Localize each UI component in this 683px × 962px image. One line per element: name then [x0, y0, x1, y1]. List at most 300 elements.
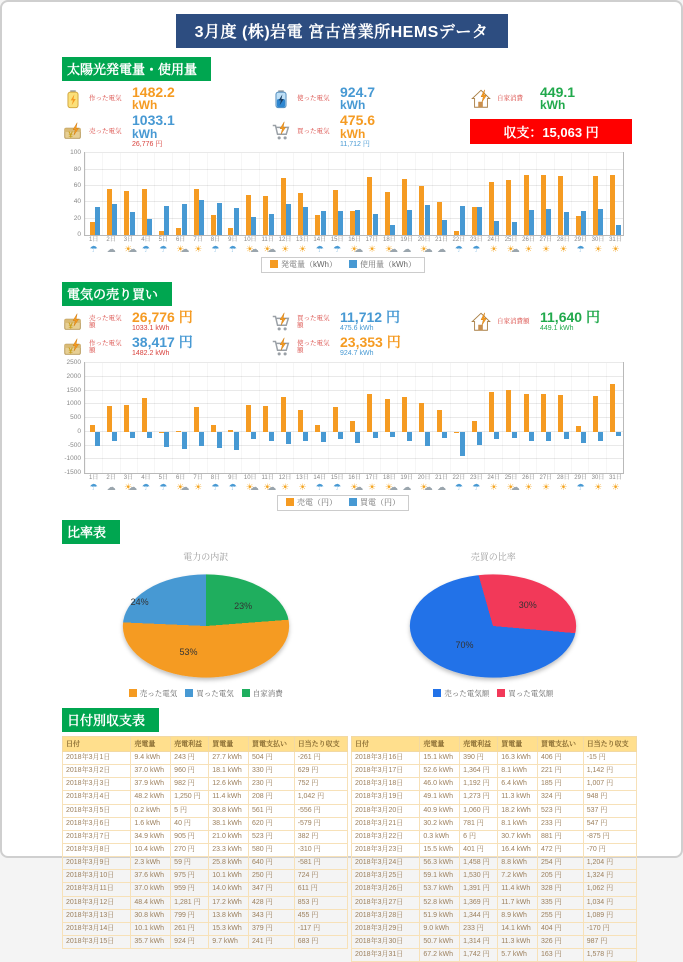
table-cell: 18.1 kWh: [209, 765, 249, 778]
bar-group-10日: [241, 363, 258, 473]
legend-item: 売電（円）: [286, 497, 337, 508]
bar-発電量（kWh）: [228, 228, 233, 235]
table-cell: 11.7 kWh: [498, 896, 538, 909]
table-row: [63, 922, 348, 935]
trade-stats-grid: [62, 311, 632, 358]
table-cell: 472 円: [538, 844, 584, 857]
pie-legend-item: 売った電気: [129, 688, 178, 699]
bar-発電量（kWh）: [159, 231, 164, 235]
table-cell: 982 円: [171, 778, 209, 791]
table-cell: 328 円: [538, 883, 584, 896]
bar-発電量（kWh）: [176, 228, 181, 235]
rain-weather-icon: ☂: [450, 483, 467, 493]
table-cell: 230 円: [249, 778, 295, 791]
stat-value-wrap: [340, 86, 375, 111]
table-cell: 2018年3月27日: [352, 896, 420, 909]
table-cell: 2018年3月30日: [352, 936, 420, 949]
stat-売った電気: [62, 114, 270, 148]
bar-group-18日: [380, 363, 397, 473]
table-cell: 52.6 kWh: [420, 765, 460, 778]
table-cell: 1,391 円: [460, 883, 498, 896]
partly-weather-icon: ☀☁: [259, 483, 276, 493]
bar-売電（円）: [142, 398, 147, 432]
table-row: [352, 922, 637, 935]
weather-row: [85, 483, 624, 493]
bar-group-6日: [172, 363, 189, 473]
stat-value-wrap: [540, 311, 600, 333]
bar-売電（円）: [593, 396, 598, 432]
table-row: [352, 804, 637, 817]
bar-買電（円）: [182, 432, 187, 449]
bar-発電量（kWh）: [333, 190, 338, 235]
table-cell: 56.3 kWh: [420, 857, 460, 870]
bar-売電（円）: [211, 425, 216, 432]
table-cell: 1,007 円: [583, 778, 636, 791]
bar-使用量（kWh）: [303, 207, 308, 235]
bar-group-5日: [154, 153, 171, 235]
cloud-weather-icon: ☁: [398, 483, 415, 493]
table-cell: 2018年3月1日: [63, 752, 131, 765]
table-cell: 523 円: [249, 830, 295, 843]
bar-発電量（kWh）: [263, 196, 268, 235]
table-cell: 9.4 kWh: [131, 752, 171, 765]
bar-売電（円）: [506, 390, 511, 432]
stat-value: 11,640 円: [540, 311, 600, 324]
pie-legend-item: 自家消費: [242, 688, 283, 699]
bar-group-28日: [554, 153, 571, 235]
bar-group-4日: [137, 153, 154, 235]
column-header-買電量: 買電量: [498, 737, 538, 752]
table-row: [63, 909, 348, 922]
table-cell: -875 円: [583, 830, 636, 843]
bar-売電（円）: [350, 421, 355, 432]
bar-group-13日: [293, 153, 310, 235]
bar-group-19日: [397, 363, 414, 473]
bar-group-14日: [311, 153, 328, 235]
table-cell: 853 円: [294, 896, 347, 909]
chart-legend: [277, 495, 409, 511]
table-cell: 27.7 kWh: [209, 752, 249, 765]
pie-slice-label: 53%: [179, 647, 197, 657]
partly-weather-icon: ☀☁: [259, 245, 276, 255]
partly-weather-icon: ☀☁: [242, 245, 259, 255]
table-cell: 250 円: [249, 870, 295, 883]
bar-売電（円）: [402, 397, 407, 432]
section-header-ratio: 比率表: [62, 520, 120, 544]
table-row: [352, 844, 637, 857]
bar-売電（円）: [385, 399, 390, 432]
legend-swatch: [242, 689, 250, 697]
table-cell: -261 円: [294, 752, 347, 765]
table-cell: 16.3 kWh: [498, 752, 538, 765]
stat-売った電気額: [62, 311, 270, 333]
bar-group-28日: [554, 363, 571, 473]
bar-group-15日: [328, 363, 345, 473]
table-cell: 50.7 kWh: [420, 936, 460, 949]
table-cell: 975 円: [171, 870, 209, 883]
table-cell: 40 円: [171, 817, 209, 830]
bar-group-12日: [276, 363, 293, 473]
bar-売電（円）: [281, 397, 286, 432]
table-cell: 9.0 kWh: [420, 922, 460, 935]
bar-買電（円）: [581, 432, 586, 443]
column-header-買電支払い: 買電支払い: [249, 737, 295, 752]
table-cell: 2018年3月29日: [352, 922, 420, 935]
balance-badge: 収支：15,063 円: [470, 119, 632, 144]
bar-使用量（kWh）: [581, 211, 586, 236]
table-header-row: [352, 737, 637, 752]
bar-発電量（kWh）: [558, 176, 563, 235]
bar-group-12日: [276, 153, 293, 235]
bar-買電（円）: [286, 432, 291, 444]
table-cell: 254 円: [538, 857, 584, 870]
bar-買電（円）: [546, 432, 551, 441]
bar-使用量（kWh）: [182, 204, 187, 235]
bar-買電（円）: [130, 432, 135, 438]
bar-group-22日: [450, 363, 467, 473]
pie-legend: [350, 688, 638, 699]
cart-icon: [270, 336, 292, 358]
legend-item: 買電（円）: [349, 497, 400, 508]
bar-売電（円）: [90, 425, 95, 432]
table-cell: 5 円: [171, 804, 209, 817]
table-cell: 523 円: [538, 804, 584, 817]
table-row: [352, 791, 637, 804]
bar-買電（円）: [494, 432, 499, 439]
table-row: [352, 752, 637, 765]
bar-売電（円）: [228, 430, 233, 432]
bar-売電（円）: [558, 395, 563, 432]
bar-売電（円）: [541, 394, 546, 432]
column-header-日付: 日付: [352, 737, 420, 752]
table-cell: 10.1 kWh: [209, 870, 249, 883]
chart-legend-row: [62, 495, 624, 511]
bar-発電量（kWh）: [194, 189, 199, 236]
stat-使った電気: [270, 86, 470, 111]
sun-weather-icon: ☀: [485, 245, 502, 255]
partly-weather-icon: ☀☁: [120, 483, 137, 493]
stat-sub-value: 26,776 円: [132, 141, 175, 149]
table-cell: 960 円: [171, 765, 209, 778]
table-cell: 30.7 kWh: [498, 830, 538, 843]
stat-value: 475.6: [340, 114, 375, 127]
generation-usage-chart: [62, 152, 624, 273]
bar-発電量（kWh）: [419, 186, 424, 235]
bar-売電（円）: [298, 410, 303, 432]
bar-group-1日: [85, 363, 102, 473]
table-cell: 2018年3月28日: [352, 909, 420, 922]
sun-weather-icon: ☀: [537, 245, 554, 255]
bar-group-31日: [606, 153, 623, 235]
sun-weather-icon: ☀: [607, 483, 624, 493]
stat-value: 1482.2: [132, 86, 175, 99]
stat-value-wrap: [132, 86, 175, 111]
bar-group-17日: [363, 363, 380, 473]
bar-使用量（kWh）: [460, 206, 465, 236]
section-daily: [62, 699, 632, 732]
bar-使用量（kWh）: [251, 217, 256, 235]
bar-group-24日: [484, 153, 501, 235]
stat-label: 作った電気額: [89, 340, 127, 355]
bar-発電量（kWh）: [576, 216, 581, 236]
bar-group-21日: [432, 153, 449, 235]
rain-weather-icon: ☂: [137, 483, 154, 493]
table-cell: 343 円: [249, 909, 295, 922]
table-cell: 1,458 円: [460, 857, 498, 870]
table-cell: 1,324 円: [583, 870, 636, 883]
table-cell: 724 円: [294, 870, 347, 883]
legend-swatch: [349, 498, 357, 506]
rain-weather-icon: ☂: [328, 483, 345, 493]
table-cell: 53.7 kWh: [420, 883, 460, 896]
table-cell: 241 円: [249, 936, 295, 949]
table-cell: 330 円: [249, 765, 295, 778]
bar-買電（円）: [598, 432, 603, 441]
bar-group-20日: [415, 153, 432, 235]
bar-使用量（kWh）: [477, 207, 482, 236]
rain-weather-icon: ☂: [572, 483, 589, 493]
cart-icon: [270, 311, 292, 333]
bar-使用量（kWh）: [494, 221, 499, 235]
sun-weather-icon: ☀: [294, 483, 311, 493]
sun-weather-icon: ☀: [189, 483, 206, 493]
table-cell: 233 円: [460, 922, 498, 935]
table-cell: 2018年3月9日: [63, 857, 131, 870]
bar-買電（円）: [199, 432, 204, 446]
table-row: [352, 857, 637, 870]
bar-使用量（kWh）: [598, 209, 603, 235]
table-row: [352, 936, 637, 949]
table-cell: 2018年3月24日: [352, 857, 420, 870]
table-cell: -579 円: [294, 817, 347, 830]
bar-group-22日: [450, 153, 467, 235]
table-cell: 40.9 kWh: [420, 804, 460, 817]
table-row: [352, 870, 637, 883]
table-cell: 1,369 円: [460, 896, 498, 909]
bar-買電（円）: [321, 432, 326, 442]
rain-weather-icon: ☂: [328, 245, 345, 255]
table-cell: 1,344 円: [460, 909, 498, 922]
bar-group-3日: [120, 153, 137, 235]
legend-swatch: [433, 689, 441, 697]
bar-group-11日: [259, 153, 276, 235]
table-cell: 30.2 kWh: [420, 817, 460, 830]
bar-group-9日: [224, 363, 241, 473]
table-cell: 2018年3月16日: [352, 752, 420, 765]
partly-weather-icon: ☀☁: [381, 483, 398, 493]
bar-group-8日: [207, 363, 224, 473]
rain-weather-icon: ☂: [155, 483, 172, 493]
bar-group-17日: [363, 153, 380, 235]
bar-売電（円）: [263, 406, 268, 432]
chest-icon: [62, 120, 84, 142]
table-cell: 428 円: [249, 896, 295, 909]
bar-group-23日: [467, 363, 484, 473]
table-cell: 11.4 kWh: [209, 791, 249, 804]
stat-label: 自家消費額: [497, 318, 535, 325]
stat-unit: kWh: [132, 128, 175, 140]
bar-発電量（kWh）: [593, 176, 598, 235]
rain-weather-icon: ☂: [450, 245, 467, 255]
rain-weather-icon: ☂: [137, 245, 154, 255]
table-cell: 1,530 円: [460, 870, 498, 883]
bar-group-19日: [397, 153, 414, 235]
bar-使用量（kWh）: [269, 214, 274, 235]
bar-売電（円）: [472, 421, 477, 432]
table-cell: 35.7 kWh: [131, 936, 171, 949]
y-axis: 2500 2000 1500 1000 500 0 -500 -1000 -1500: [62, 362, 84, 472]
sun-weather-icon: ☀: [537, 483, 554, 493]
pie-wrap: [62, 567, 350, 685]
stat-作った電気額: [62, 336, 270, 358]
table-cell: 23.3 kWh: [209, 844, 249, 857]
table-cell: 48.2 kWh: [131, 791, 171, 804]
bar-買電（円）: [355, 432, 360, 443]
bar-group-2日: [102, 363, 119, 473]
stat-unit: kWh: [340, 128, 375, 140]
table-cell: 324 円: [538, 791, 584, 804]
table-cell: 799 円: [171, 909, 209, 922]
table-cell: 10.4 kWh: [131, 844, 171, 857]
svg-text:¥: ¥: [68, 347, 73, 356]
rain-weather-icon: ☂: [311, 245, 328, 255]
bar-売電（円）: [524, 394, 529, 432]
table-row: [352, 765, 637, 778]
chart-plot-row: [62, 152, 624, 236]
table-cell: 15.3 kWh: [209, 922, 249, 935]
table-cell: 2018年3月23日: [352, 844, 420, 857]
table-cell: 15.5 kWh: [420, 844, 460, 857]
bar-買電（円）: [112, 432, 117, 441]
bar-使用量（kWh）: [425, 205, 430, 235]
table-cell: 221 円: [538, 765, 584, 778]
table-cell: -15 円: [583, 752, 636, 765]
bar-group-26日: [519, 363, 536, 473]
stat-value-wrap: [340, 114, 375, 148]
bar-group-8日: [207, 153, 224, 235]
stat-unit: kWh: [340, 99, 375, 111]
rain-weather-icon: ☂: [155, 245, 172, 255]
table-row: [63, 870, 348, 883]
table-cell: 233 円: [538, 817, 584, 830]
rain-weather-icon: ☂: [468, 483, 485, 493]
legend-item: 発電量（kWh）: [270, 259, 337, 270]
table-cell: -117 円: [294, 922, 347, 935]
bar-発電量（kWh）: [472, 207, 477, 236]
bar-買電（円）: [373, 432, 378, 438]
table-row: [63, 817, 348, 830]
column-header-売電量: 売電量: [131, 737, 171, 752]
legend-swatch: [185, 689, 193, 697]
bar-発電量（kWh）: [489, 182, 494, 235]
bar-group-5日: [154, 363, 171, 473]
bar-使用量（kWh）: [546, 209, 551, 235]
bar-発電量（kWh）: [367, 177, 372, 235]
chart-plot-row: [62, 362, 624, 474]
table-cell: 14.1 kWh: [498, 922, 538, 935]
table-cell: 620 円: [249, 817, 295, 830]
trade-ratio-pie: [350, 544, 638, 699]
bar-group-21日: [432, 363, 449, 473]
chart-plot-area: [84, 362, 624, 474]
table-cell: 781 円: [460, 817, 498, 830]
rain-weather-icon: ☂: [224, 483, 241, 493]
table-cell: 504 円: [249, 752, 295, 765]
table-cell: 30.8 kWh: [131, 909, 171, 922]
bar-group-29日: [571, 363, 588, 473]
column-header-日付: 日付: [63, 737, 131, 752]
sun-weather-icon: ☀: [589, 483, 606, 493]
table-cell: 6.4 kWh: [498, 778, 538, 791]
bar-使用量（kWh）: [529, 210, 534, 235]
legend-swatch: [129, 689, 137, 697]
table-cell: 34.9 kWh: [131, 830, 171, 843]
table-cell: 1,060 円: [460, 804, 498, 817]
table-row: [63, 752, 348, 765]
table-cell: 37.0 kWh: [131, 883, 171, 896]
table-row: [63, 936, 348, 949]
chart-legend: [261, 257, 425, 273]
table-row: [63, 883, 348, 896]
bar-group-16日: [345, 153, 362, 235]
bar-発電量（kWh）: [454, 231, 459, 235]
table-cell: 2018年3月21日: [352, 817, 420, 830]
table-cell: 8.1 kWh: [498, 765, 538, 778]
house-icon: [470, 88, 492, 110]
table-cell: 2018年3月2日: [63, 765, 131, 778]
bar-group-30日: [588, 363, 605, 473]
bar-group-15日: [328, 153, 345, 235]
table-cell: 46.0 kWh: [420, 778, 460, 791]
bar-買電（円）: [303, 432, 308, 441]
table-cell: 12.6 kWh: [209, 778, 249, 791]
bar-group-26日: [519, 153, 536, 235]
sun-weather-icon: ☀: [189, 245, 206, 255]
table-row: [352, 817, 637, 830]
pie-slice-label: 23%: [234, 601, 252, 611]
table-row: [352, 896, 637, 909]
stat-value-wrap: [340, 336, 401, 358]
bar-使用量（kWh）: [112, 204, 117, 235]
table-cell: 6 円: [460, 830, 498, 843]
table-cell: 547 円: [583, 817, 636, 830]
stat-買った電気: [270, 114, 470, 148]
sun-weather-icon: ☀: [520, 483, 537, 493]
table-row: [352, 883, 637, 896]
table-cell: 11.4 kWh: [498, 883, 538, 896]
bar-売電（円）: [437, 410, 442, 431]
bar-売電（円）: [246, 405, 251, 432]
chart-legend-row: [62, 257, 624, 273]
bar-発電量（kWh）: [315, 215, 320, 236]
table-cell: 49.1 kWh: [420, 791, 460, 804]
table-cell: 11.3 kWh: [498, 791, 538, 804]
column-header-売電利益: 売電利益: [460, 737, 498, 752]
cloud-weather-icon: ☁: [433, 483, 450, 493]
stat-自家消費: [470, 86, 632, 111]
table-cell: 10.1 kWh: [131, 922, 171, 935]
table-cell: 5.7 kWh: [498, 949, 538, 962]
daily-table-right: [351, 736, 637, 962]
table-cell: 1,281 円: [171, 896, 209, 909]
bar-発電量（kWh）: [506, 180, 511, 235]
partly-weather-icon: ☀☁: [381, 245, 398, 255]
bar-買電（円）: [529, 432, 534, 441]
table-cell: 1,089 円: [583, 909, 636, 922]
table-cell: -310 円: [294, 844, 347, 857]
bar-買電（円）: [425, 432, 430, 446]
table-cell: 1,204 円: [583, 857, 636, 870]
